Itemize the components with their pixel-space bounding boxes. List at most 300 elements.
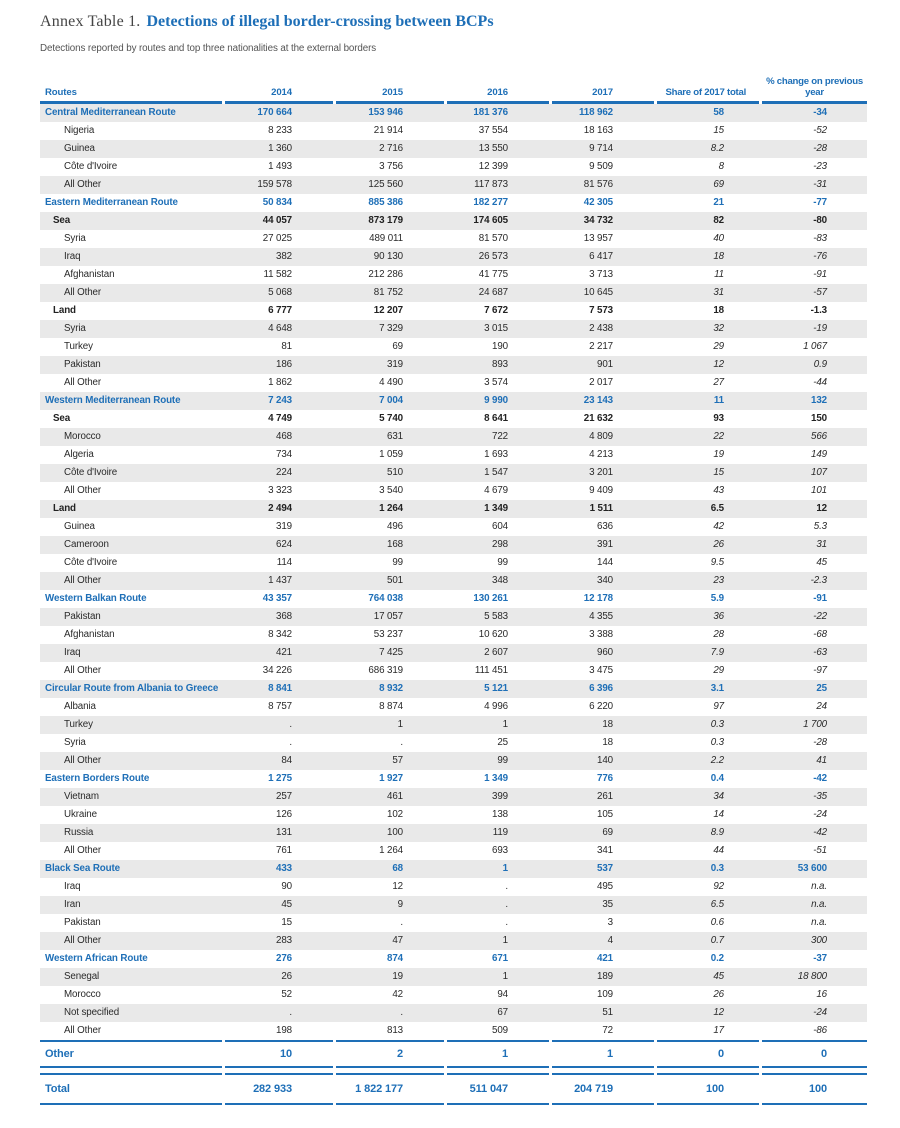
y2016-cell: 26 573 xyxy=(478,251,508,262)
change-cell: -42 xyxy=(813,827,827,838)
share-cell: 11 xyxy=(713,395,724,406)
change-cell: n.a. xyxy=(811,917,827,928)
y2017-cell: 391 xyxy=(597,539,613,550)
y2016-cell: 1 xyxy=(502,1048,508,1060)
y2017-cell: 10 645 xyxy=(583,287,613,298)
y2014-cell: 44 057 xyxy=(262,215,292,226)
col-header-2017: 2017 xyxy=(592,87,613,98)
change-cell: 45 xyxy=(816,557,827,568)
y2017-cell: 51 xyxy=(602,1007,613,1018)
share-cell: 44 xyxy=(713,845,724,856)
table-row xyxy=(40,1022,867,1040)
rule-segment xyxy=(552,1066,657,1068)
y2014-cell: 26 xyxy=(281,971,292,982)
share-cell: 14 xyxy=(713,809,724,820)
change-cell: -80 xyxy=(813,215,827,226)
y2016-cell: 94 xyxy=(497,989,508,1000)
y2016-cell: 37 554 xyxy=(478,125,508,136)
y2017-cell: 18 xyxy=(602,737,613,748)
change-cell: n.a. xyxy=(811,899,827,910)
y2015-cell: 686 319 xyxy=(368,665,403,676)
y2016-cell: 1 xyxy=(502,863,508,874)
table-row xyxy=(40,698,867,716)
y2014-cell: 8 757 xyxy=(268,701,292,712)
y2017-cell: 118 962 xyxy=(578,107,613,118)
row-label: Morocco xyxy=(64,431,101,442)
y2015-cell: 125 560 xyxy=(368,179,403,190)
change-cell: -24 xyxy=(813,809,827,820)
y2014-cell: 1 275 xyxy=(268,773,292,784)
table-row xyxy=(40,626,867,644)
share-cell: 29 xyxy=(713,665,724,676)
y2016-cell: 10 620 xyxy=(478,629,508,640)
row-label: All Other xyxy=(64,287,102,298)
y2016-cell: 348 xyxy=(492,575,508,586)
y2014-cell: 114 xyxy=(276,557,292,568)
y2017-cell: 34 732 xyxy=(583,215,613,226)
share-cell: 26 xyxy=(713,989,724,1000)
share-cell: 0.2 xyxy=(710,953,724,964)
table-row xyxy=(40,446,867,464)
share-cell: 8.9 xyxy=(710,827,724,838)
table-row xyxy=(40,464,867,482)
share-cell: 8.2 xyxy=(710,143,724,154)
row-label: Vietnam xyxy=(64,791,99,802)
row-label: All Other xyxy=(64,575,102,586)
y2014-cell: 468 xyxy=(276,431,292,442)
change-cell: -34 xyxy=(813,107,827,118)
rule-segment xyxy=(336,1103,447,1105)
y2017-cell: 2 017 xyxy=(589,377,613,388)
y2017-cell: 81 576 xyxy=(583,179,613,190)
share-cell: 11 xyxy=(714,269,724,280)
y2014-cell: 90 xyxy=(281,881,292,892)
y2014-cell: 6 777 xyxy=(268,305,292,316)
table-row xyxy=(40,428,867,446)
share-cell: 92 xyxy=(713,881,724,892)
y2016-cell: 1 xyxy=(502,971,508,982)
change-cell: -86 xyxy=(813,1025,827,1036)
table-row xyxy=(40,482,867,500)
change-cell: -1.3 xyxy=(810,305,827,316)
table-row xyxy=(40,878,867,896)
share-cell: 36 xyxy=(713,611,724,622)
y2016-cell: 25 xyxy=(497,737,508,748)
share-cell: 9.5 xyxy=(710,557,724,568)
y2014-cell: 45 xyxy=(281,899,292,910)
y2016-cell: 1 xyxy=(502,719,508,730)
y2016-cell: 99 xyxy=(497,557,508,568)
change-cell: 566 xyxy=(811,431,827,442)
y2016-cell: 399 xyxy=(492,791,508,802)
rule-segment xyxy=(225,1066,336,1068)
table-row xyxy=(40,896,867,914)
share-cell: 28 xyxy=(713,629,724,640)
row-label: Other xyxy=(45,1048,74,1060)
share-cell: 15 xyxy=(713,467,724,478)
y2015-cell: 813 xyxy=(387,1025,403,1036)
share-cell: 100 xyxy=(706,1083,724,1095)
change-cell: 16 xyxy=(816,989,827,1000)
y2017-cell: 204 719 xyxy=(574,1083,613,1095)
y2014-cell: 27 025 xyxy=(262,233,292,244)
y2014-cell: 8 342 xyxy=(268,629,292,640)
change-cell: -83 xyxy=(813,233,827,244)
y2016-cell: 130 261 xyxy=(473,593,508,604)
y2014-cell: 319 xyxy=(276,521,292,532)
y2014-cell: 159 578 xyxy=(257,179,292,190)
row-label: Total xyxy=(45,1083,70,1095)
y2017-cell: 340 xyxy=(597,575,613,586)
content-area xyxy=(40,0,867,1105)
row-label: Western Mediterranean Route xyxy=(45,395,181,406)
y2015-cell: 102 xyxy=(387,809,403,820)
y2016-cell: 509 xyxy=(492,1025,508,1036)
y2016-cell: 1 693 xyxy=(484,449,508,460)
change-cell: -76 xyxy=(813,251,827,262)
row-label: Pakistan xyxy=(64,359,101,370)
y2014-cell: 50 834 xyxy=(262,197,292,208)
table-row xyxy=(40,1004,867,1022)
table-row xyxy=(40,140,867,158)
y2016-cell: 182 277 xyxy=(473,197,508,208)
change-cell: -51 xyxy=(813,845,827,856)
y2015-cell: . xyxy=(400,1007,403,1018)
table-row xyxy=(40,968,867,986)
y2015-cell: 212 286 xyxy=(368,269,403,280)
total-bottom-rule xyxy=(40,1103,867,1105)
row-label: Land xyxy=(53,503,76,514)
share-cell: 0.3 xyxy=(710,737,724,748)
share-cell: 12 xyxy=(713,359,724,370)
y2016-cell: 119 xyxy=(492,827,508,838)
y2016-cell: 24 687 xyxy=(478,287,508,298)
change-cell: -31 xyxy=(813,179,827,190)
change-cell: 18 800 xyxy=(797,971,827,982)
change-cell: 41 xyxy=(816,755,827,766)
y2017-cell: 2 438 xyxy=(589,323,613,334)
y2017-cell: 144 xyxy=(597,557,613,568)
row-label: Black Sea Route xyxy=(45,863,120,874)
change-cell: 1 700 xyxy=(803,719,827,730)
share-cell: 15 xyxy=(713,125,724,136)
change-cell: -42 xyxy=(813,773,827,784)
row-label: Central Mediterranean Route xyxy=(45,107,176,118)
y2017-cell: 495 xyxy=(597,881,613,892)
change-cell: -68 xyxy=(813,629,827,640)
y2016-cell: 41 775 xyxy=(478,269,508,280)
row-label: Côte d'Ivoire xyxy=(64,557,118,568)
y2015-cell: . xyxy=(400,737,403,748)
share-cell: 6.5 xyxy=(710,899,724,910)
y2014-cell: 2 494 xyxy=(268,503,292,514)
y2016-cell: 111 451 xyxy=(474,665,508,676)
y2014-cell: 1 862 xyxy=(268,377,292,388)
row-label: All Other xyxy=(64,845,102,856)
y2015-cell: 153 946 xyxy=(368,107,403,118)
y2016-cell: 1 349 xyxy=(484,773,508,784)
change-cell: -63 xyxy=(813,647,827,658)
y2014-cell: 421 xyxy=(276,647,292,658)
y2014-cell: 1 437 xyxy=(268,575,292,586)
y2016-cell: 1 547 xyxy=(484,467,508,478)
change-cell: -28 xyxy=(813,143,827,154)
change-cell: 100 xyxy=(809,1083,827,1095)
y2017-cell: 4 809 xyxy=(589,431,613,442)
table-row xyxy=(40,680,867,698)
y2015-cell: 57 xyxy=(392,755,403,766)
y2016-cell: 671 xyxy=(492,953,508,964)
share-cell: 17 xyxy=(713,1025,724,1036)
y2016-cell: . xyxy=(505,881,508,892)
y2017-cell: 7 573 xyxy=(589,305,613,316)
y2017-cell: 776 xyxy=(597,773,613,784)
table-header-row xyxy=(40,63,867,101)
change-cell: 31 xyxy=(816,539,827,550)
share-cell: 97 xyxy=(713,701,724,712)
y2017-cell: 13 957 xyxy=(583,233,613,244)
change-cell: 300 xyxy=(811,935,827,946)
rule-segment xyxy=(447,1066,552,1068)
share-cell: 42 xyxy=(713,521,724,532)
share-cell: 8 xyxy=(718,161,724,172)
row-label: Pakistan xyxy=(64,611,101,622)
y2016-cell: 511 047 xyxy=(469,1083,508,1095)
y2016-cell: 81 570 xyxy=(478,233,508,244)
share-cell: 26 xyxy=(713,539,724,550)
y2015-cell: 7 329 xyxy=(379,323,403,334)
y2016-cell: 722 xyxy=(492,431,508,442)
y2015-cell: 1 264 xyxy=(379,503,403,514)
y2016-cell: 13 550 xyxy=(478,143,508,154)
y2016-cell: 4 679 xyxy=(484,485,508,496)
y2016-cell: 5 121 xyxy=(484,683,508,694)
y2015-cell: 4 490 xyxy=(379,377,403,388)
y2014-cell: 3 323 xyxy=(268,485,292,496)
col-header-2014: 2014 xyxy=(271,87,292,98)
y2017-cell: 3 475 xyxy=(589,665,613,676)
change-cell: 24 xyxy=(816,701,827,712)
row-label: Syria xyxy=(64,737,86,748)
y2017-cell: 21 632 xyxy=(583,413,613,424)
row-label: Nigeria xyxy=(64,125,95,136)
y2014-cell: 761 xyxy=(276,845,292,856)
row-label: Iraq xyxy=(64,881,81,892)
change-cell: 25 xyxy=(816,683,827,694)
y2015-cell: 5 740 xyxy=(379,413,403,424)
change-cell: 132 xyxy=(811,395,827,406)
y2017-cell: 105 xyxy=(597,809,613,820)
row-label: Sea xyxy=(53,215,71,226)
y2017-cell: 69 xyxy=(602,827,613,838)
y2015-cell: 12 xyxy=(392,881,403,892)
table-row xyxy=(40,662,867,680)
y2015-cell: 8 874 xyxy=(379,701,403,712)
rule-segment xyxy=(552,1103,657,1105)
y2014-cell: 81 xyxy=(281,341,292,352)
y2017-cell: 9 409 xyxy=(589,485,613,496)
y2015-cell: 99 xyxy=(392,557,403,568)
table-row xyxy=(40,842,867,860)
y2014-cell: . xyxy=(289,737,292,748)
table-row-other xyxy=(40,1042,867,1066)
y2014-cell: 1 360 xyxy=(268,143,292,154)
row-label: Iran xyxy=(64,899,81,910)
y2015-cell: 7 004 xyxy=(379,395,403,406)
table-row xyxy=(40,608,867,626)
row-label: Afghanistan xyxy=(64,629,115,640)
y2017-cell: 636 xyxy=(597,521,613,532)
y2015-cell: 68 xyxy=(392,863,403,874)
table-body xyxy=(40,104,867,1040)
page-title: Detections of illegal border-crossing between BCPs xyxy=(146,13,494,30)
share-cell: 6.5 xyxy=(710,503,724,514)
col-header-2015: 2015 xyxy=(382,87,403,98)
y2015-cell: 12 207 xyxy=(373,305,403,316)
y2017-cell: 3 201 xyxy=(589,467,613,478)
table-row-total xyxy=(40,1075,867,1103)
y2016-cell: 7 672 xyxy=(484,305,508,316)
y2014-cell: 5 068 xyxy=(268,287,292,298)
y2016-cell: 67 xyxy=(497,1007,508,1018)
y2017-cell: 18 xyxy=(602,719,613,730)
y2016-cell: 604 xyxy=(492,521,508,532)
row-label: Not specified xyxy=(64,1007,120,1018)
table-number: Annex Table 1. xyxy=(40,13,141,30)
change-cell: 150 xyxy=(811,413,827,424)
y2017-cell: 6 417 xyxy=(589,251,613,262)
row-label: Afghanistan xyxy=(64,269,115,280)
share-cell: 0.4 xyxy=(710,773,724,784)
y2015-cell: 90 130 xyxy=(373,251,403,262)
change-cell: -35 xyxy=(813,791,827,802)
y2015-cell: 873 179 xyxy=(368,215,403,226)
y2017-cell: 6 220 xyxy=(589,701,613,712)
share-cell: 23 xyxy=(713,575,724,586)
table-row xyxy=(40,374,867,392)
y2017-cell: 109 xyxy=(597,989,613,1000)
table-row xyxy=(40,932,867,950)
table-row xyxy=(40,914,867,932)
table-row xyxy=(40,518,867,536)
y2014-cell: 8 841 xyxy=(268,683,292,694)
y2016-cell: . xyxy=(505,899,508,910)
y2014-cell: 1 493 xyxy=(268,161,292,172)
y2015-cell: 9 xyxy=(397,899,403,910)
table-row xyxy=(40,266,867,284)
y2015-cell: 100 xyxy=(387,827,403,838)
y2015-cell: 874 xyxy=(387,953,403,964)
table-row xyxy=(40,356,867,374)
y2017-cell: 1 xyxy=(607,1048,613,1060)
change-cell: -22 xyxy=(813,611,827,622)
row-label: Ukraine xyxy=(64,809,97,820)
y2015-cell: 168 xyxy=(387,539,403,550)
y2016-cell: . xyxy=(505,917,508,928)
row-label: All Other xyxy=(64,377,102,388)
y2015-cell: 53 237 xyxy=(373,629,403,640)
change-cell: -77 xyxy=(813,197,827,208)
y2016-cell: 5 583 xyxy=(484,611,508,622)
y2015-cell: 319 xyxy=(387,359,403,370)
y2015-cell: 3 540 xyxy=(379,485,403,496)
row-label: Sea xyxy=(53,413,71,424)
table-row xyxy=(40,716,867,734)
y2015-cell: 42 xyxy=(392,989,403,1000)
y2017-cell: 4 xyxy=(607,935,613,946)
table-title xyxy=(40,12,867,32)
y2015-cell: 69 xyxy=(392,341,403,352)
y2014-cell: 126 xyxy=(276,809,292,820)
rule-segment xyxy=(762,1103,867,1105)
y2017-cell: 1 511 xyxy=(589,503,613,514)
row-label: Iraq xyxy=(64,251,81,262)
y2014-cell: . xyxy=(289,1007,292,1018)
share-cell: 43 xyxy=(713,485,724,496)
row-label: Côte d'Ivoire xyxy=(64,161,118,172)
row-label: All Other xyxy=(64,755,102,766)
y2017-cell: 537 xyxy=(597,863,613,874)
y2014-cell: 276 xyxy=(276,953,292,964)
table-row xyxy=(40,122,867,140)
share-cell: 82 xyxy=(713,215,724,226)
y2017-cell: 421 xyxy=(597,953,613,964)
share-cell: 0.3 xyxy=(710,719,724,730)
share-cell: 5.9 xyxy=(710,593,724,604)
y2015-cell: 1 264 xyxy=(379,845,403,856)
table-row xyxy=(40,284,867,302)
y2016-cell: 3 015 xyxy=(484,323,508,334)
change-cell: -24 xyxy=(813,1007,827,1018)
rule-segment xyxy=(657,1066,762,1068)
y2016-cell: 174 605 xyxy=(473,215,508,226)
y2017-cell: 4 355 xyxy=(589,611,613,622)
y2014-cell: 43 357 xyxy=(262,593,292,604)
share-cell: 93 xyxy=(713,413,724,424)
rule-segment xyxy=(336,1066,447,1068)
rule-segment xyxy=(657,1103,762,1105)
y2016-cell: 9 990 xyxy=(484,395,508,406)
rule-segment xyxy=(40,1103,225,1105)
y2017-cell: 3 388 xyxy=(589,629,613,640)
y2015-cell: 21 914 xyxy=(373,125,403,136)
change-cell: -52 xyxy=(813,125,827,136)
y2014-cell: 131 xyxy=(276,827,292,838)
share-cell: 34 xyxy=(713,791,724,802)
y2017-cell: 9 714 xyxy=(589,143,613,154)
y2017-cell: 4 213 xyxy=(589,449,613,460)
change-cell: -91 xyxy=(813,593,827,604)
y2015-cell: 501 xyxy=(387,575,403,586)
y2015-cell: 3 756 xyxy=(379,161,403,172)
y2015-cell: 81 752 xyxy=(373,287,403,298)
y2014-cell: 283 xyxy=(276,935,292,946)
table-row xyxy=(40,554,867,572)
y2017-cell: 189 xyxy=(597,971,613,982)
y2015-cell: 1 822 177 xyxy=(355,1083,403,1095)
change-cell: n.a. xyxy=(811,881,827,892)
y2014-cell: 224 xyxy=(276,467,292,478)
row-label: Turkey xyxy=(64,719,93,730)
row-label: Senegal xyxy=(64,971,100,982)
y2016-cell: 298 xyxy=(492,539,508,550)
share-cell: 21 xyxy=(713,197,724,208)
table-row xyxy=(40,734,867,752)
share-cell: 27 xyxy=(713,377,724,388)
y2014-cell: 4 648 xyxy=(268,323,292,334)
y2016-cell: 893 xyxy=(492,359,508,370)
share-cell: 19 xyxy=(713,449,724,460)
